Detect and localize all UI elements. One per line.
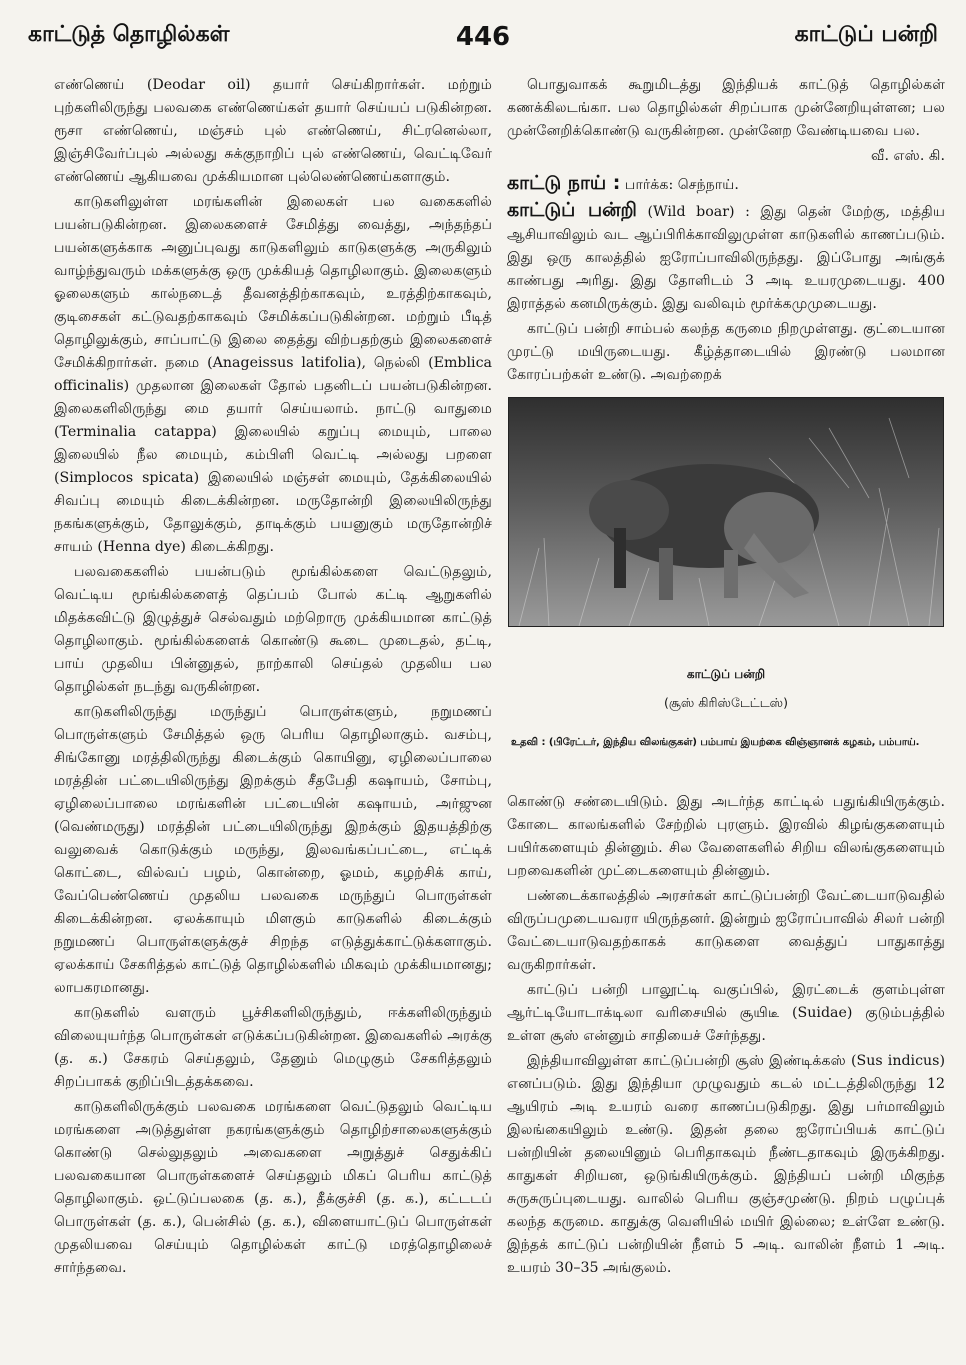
page-number: 446 xyxy=(455,22,511,52)
running-head-left: காட்டுத் தொழில்கள் xyxy=(28,22,230,47)
left-paragraph-3: பலவகைகளில் பயன்படும் மூங்கில்களை வெட்டுதலும், வெட்டிய மூங்கில்களைத் தெப்பம் போல் கட்டி ஆறுகளில் மிதக்கவிட்டு இழுத்துச் செல்வதும் மற்றொரு முக்கியமான காட்டுத் தொழிலாகும். மூங்கில்களைக் கொண்டு கூடை முடைதல், தட்டி, பாய் முதலிய பின்னுதல், நாற்காலி செய்தல் முதலிய பல தொழில்கள் நடந்து வருகின்றன. xyxy=(54,564,492,695)
left-paragraph-4: காடுகளிலிருந்து மருந்துப் பொருள்களும், நறுமணப் பொருள்களும் சேமித்தல் ஒரு பெரிய தொழிலாகும். வசம்பு, சிங்கோனு மரத்திலிருந்து கிடைக்கும் கொயினு, ஏழிலைப்பாலை மரத்தின் பட்டையிலிருந்து இறக்கும் சீதபேதி கஷாயம், சோம்பு, ஏழிலைப்பாலை மரங்களின் பட்டையின் கஷாயம், அர்ஜுன (வெண்மருது) மரத்தின் பட்டையிலிருந்து இறக்கும் இதயத்திற்கு வலுவைக் கொடுக்கும் மருந்து, இலவங்கப்பட்டை, எட்டிக் கொட்டை, வில்வப் பழம், கொன்றை, ஓமம், கழற்சிக் காய், வேப்பெண்ணெய் முதலிய பலவகை மருந்துப் பொருள்கள் கிடைக்கின்றன. ஏலக்காயும் மிளகும் காடுகளில் கிடைக்கும் நறுமணப் பொருள்களுக்குச் சிறந்த எடுத்துக்காட்டுக்களாகும். ஏலக்காய் சேகரித்தல் காட்டுத் தொழில்களில் மிகவும் முக்கியமானது; லாபகரமானது. xyxy=(54,704,492,996)
photo-credit: உதவி : (பிரேட்டர், இந்திய விலங்குகள்) பம்பாய் இயற்கை விஞ்ஞானக் கழகம், பம்பாய். xyxy=(511,737,920,748)
right-paragraph-before-photo: காட்டுப் பன்றி சாம்பல் கலந்த கருமை நிறமுள்ளது. குட்டையான முரட்டு மயிருடையது. கீழ்த்தாடையில் இரண்டு பலமான கோரப்பற்கள் உண்டு. அவற்றைக் xyxy=(507,321,945,383)
right-paragraph-after-photo-4: இந்தியாவிலுள்ள காட்டுப்பன்றி சூஸ் இண்டிக்கஸ் (Sus indicus) எனப்படும். இது இந்தியா முழுவதும் கடல் மட்டத்திலிருந்து 12 ஆயிரம் அடி உயரம் வரை காணப்படுகிறது. இது பர்மாவிலும் இலங்கையிலும் உண்டு. இதன் தலை ஐரோப்பியக் காட்டுப் பன்றியின் தலையினும் பெரிதாகவும் நீண்டதாகவும் இருக்கிறது. காதுகள் சிறியன, ஒடுங்கியிருக்கும். இந்தியப் பன்றி மிகுந்த சுருசுருப்புடையது. வாலில் பெரிய குஞ்சமுண்டு. நிறம் பழுப்புக் கலந்த கருமை. காதுக்கு வெளியில் மயிர் இல்லை; உள்ளே உண்டு. இந்தக் காட்டுப் பன்றியின் நீளம் 5 அடி. வாலின் நீளம் 1 அடி. உயரம் 30–35 அங்குலம். xyxy=(507,1053,945,1276)
left-paragraph-2: காடுகளிலுள்ள மரங்களின் இலைகள் பல வகைகளில் பயன்படுகின்றன. இலைகளைச் சேமித்து வைத்து, அந்தந்தப் பயன்களுக்காக அனுப்புவது காடுகளிலும் காடுகளுக்கு அருகிலும் வாழ்ந்துவரும் மக்களுக்கு ஒரு முக்கியத் தொழிலாகும். இலைகளும் ஓலைகளும் கால்நடைத் தீவனத்திற்காகவும், உரத்திற்காகவும், குடிசைகள் கட்டுவதற்காகவும் சேமிக்கப்படுகின்றன. மற்றும் பீடித் தொழிலுக்கும், சாப்பாட்டு இலை தைத்து விற்பதற்கும் இலைகளைச் சேமிக்கிறார்கள். நமை (Anageissus latifolia), நெல்லி (Emblica officinalis) முதலான இலைகள் தோல் பதனிடப் பயன்படுகின்றன. இலைகளிலிருந்து மை தயார் செய்யலாம். நாட்டு வாதுமை (Terminalia catappa) இலையில் கறுப்பு மையும், பாலை இலையில் நீல மையும், கம்பிளி வெட்டி அல்லது பறளை (Simplocos spicata) இலையில் மஞ்சள் மையும், தேக்கிலையில் சிவப்பு மையும் கிடைக்கின்றன. மருதோன்றி இலையிலிருந்து நகங்களுக்கும், தோலுக்கும், தாடிக்கும் பயனுகும் மருதோன்றிச் சாயம் (Henna dye) கிடைக்கிறது. xyxy=(54,194,492,555)
right-paragraph-after-photo-1: கொண்டு சண்டையிடும். இது அடர்ந்த காட்டில் பதுங்கியிருக்கும். கோடை காலங்களில் சேற்றில் புரளும். இரவில் கிழங்குகளையும் பயிர்களையும் தின்னும். சில வேளைகளில் சிறிய விலங்குகளையும் பறவைகளின் முட்டைகளையும் தின்னும். xyxy=(507,794,945,879)
author-signature: வீ. எஸ். கி. xyxy=(870,148,945,164)
right-paragraph-after-photo-2: பண்டைக்காலத்தில் அரசர்கள் காட்டுப்பன்றி வேட்டையாடுவதில் விருப்பமுடையவரா யிருந்தனர். இன்றும் ஐரோப்பாவில் சிலர் பன்றி வேட்டையாடுவதற்காகக் காடுகளை வைத்துப் பாதுகாத்து வருகிறார்கள். xyxy=(507,888,945,973)
cross-reference-entry xyxy=(507,172,945,197)
page-header xyxy=(28,22,938,62)
wild-boar-photo xyxy=(508,397,944,627)
right-intro-paragraph: பொதுவாகக் கூறுமிடத்து இந்தியக் காட்டுத் தொழில்கள் கணக்கிலடங்கா. பல தொழில்கள் சிறப்பாக முன்னேறியுள்ளன; பல முன்னேறிக்கொண்டு வருகின்றன. முன்னேற வேண்டியவை பல. xyxy=(507,77,945,139)
left-column xyxy=(54,74,492,1282)
cross-ref-title: காட்டு நாய் : xyxy=(507,172,621,194)
right-paragraph-after-photo-3: காட்டுப் பன்றி பாலூட்டி வகுப்பில், இரட்டைக் குளம்புள்ள ஆர்ட்டியோடாக்டிலா வரிசையில் சூயிடீ (Suidae) குடும்பத்தில் உள்ள சூஸ் என்னும் சாதியைச் சேர்ந்தது. xyxy=(507,982,945,1044)
entry-english-name: (Wild boar) : xyxy=(647,204,750,220)
left-paragraph-1: எண்ணெய் (Deodar oil) தயார் செய்கிறார்கள். மற்றும் புற்களிலிருந்து பலவகை எண்ணெய்கள் தயார் செய்யப் படுகின்றன. ரூசா எண்ணெய், மஞ்சம் புல் எண்ணெய், சிட்ரனெல்லா, இஞ்சிவேர்ப்புல் அல்லது சுக்குநாறிப் புல் எண்ணெய், வெட்டிவேர் எண்ணெய் ஆகியவை முக்கியமான புல்லெண்ணெய்களாகும். xyxy=(54,77,492,185)
running-head-right: காட்டுப் பன்றி xyxy=(794,22,938,47)
right-column xyxy=(507,74,945,1282)
wild-boar-entry xyxy=(507,199,945,316)
left-paragraph-5: காடுகளில் வளரும் பூச்சிகளிலிருந்தும், ஈக்களிலிருந்தும் விலையுயர்ந்த பொருள்கள் எடுக்கப்படுகின்றன. இவைகளில் அரக்கு (த. க.) சேகரம் செய்தலும், தேனும் மெழுகும் சேகரித்தலும் சிறப்பாகக் குறிப்பிடத்தக்கவை. xyxy=(54,1005,492,1090)
entry-text: இது தென் மேற்கு, மத்திய ஆசியாவிலும் வட ஆப்பிரிக்காவிலுமுள்ள காடுகளில் காணப்படும். இது ஒரு காலத்தில் ஐரோப்பாவிலிருந்தது. இப்போது அங்குக் காண்பது அரிது. இது தோளிடம் 3 அடி உயரமுடையது. 400 இராத்தல் கனமிருக்கும். இது வலிவும் மூர்க்கமுமுடையது. xyxy=(507,204,945,312)
photo-figure xyxy=(507,397,945,751)
entry-title: காட்டுப் பன்றி xyxy=(507,199,637,221)
left-paragraph-6: காடுகளிலிருக்கும் பலவகை மரங்களை வெட்டுதலும் வெட்டிய மரங்களை அடுத்துள்ள நகரங்களுக்கும் தொழிற்சாலைகளுக்கும் கொண்டு செல்லுதலும் அவைகளை அறுத்துச் செதுக்கிப் பலவகையான பொருள்களைச் செய்தலும் மிகப் பெரிய காட்டுத் தொழிலாகும். ஒட்டுப்பலகை (த. க.), தீக்குச்சி (த. க.), கட்டடப் பொருள்கள் (த. க.), பென்சில் (த. க.), விளையாட்டுப் பொருள்கள் முதலியவை செய்யும் தொழில்கள் காட்டு மரத்தொழிலைச் சார்ந்தவை. xyxy=(54,1099,492,1276)
photo-caption-scientific-name: (சூஸ் கிரிஸ்டேட்டஸ்) xyxy=(664,695,788,710)
cross-ref-text: பார்க்க: செந்நாய். xyxy=(624,177,739,193)
photo-caption-title: காட்டுப் பன்றி xyxy=(686,667,766,681)
